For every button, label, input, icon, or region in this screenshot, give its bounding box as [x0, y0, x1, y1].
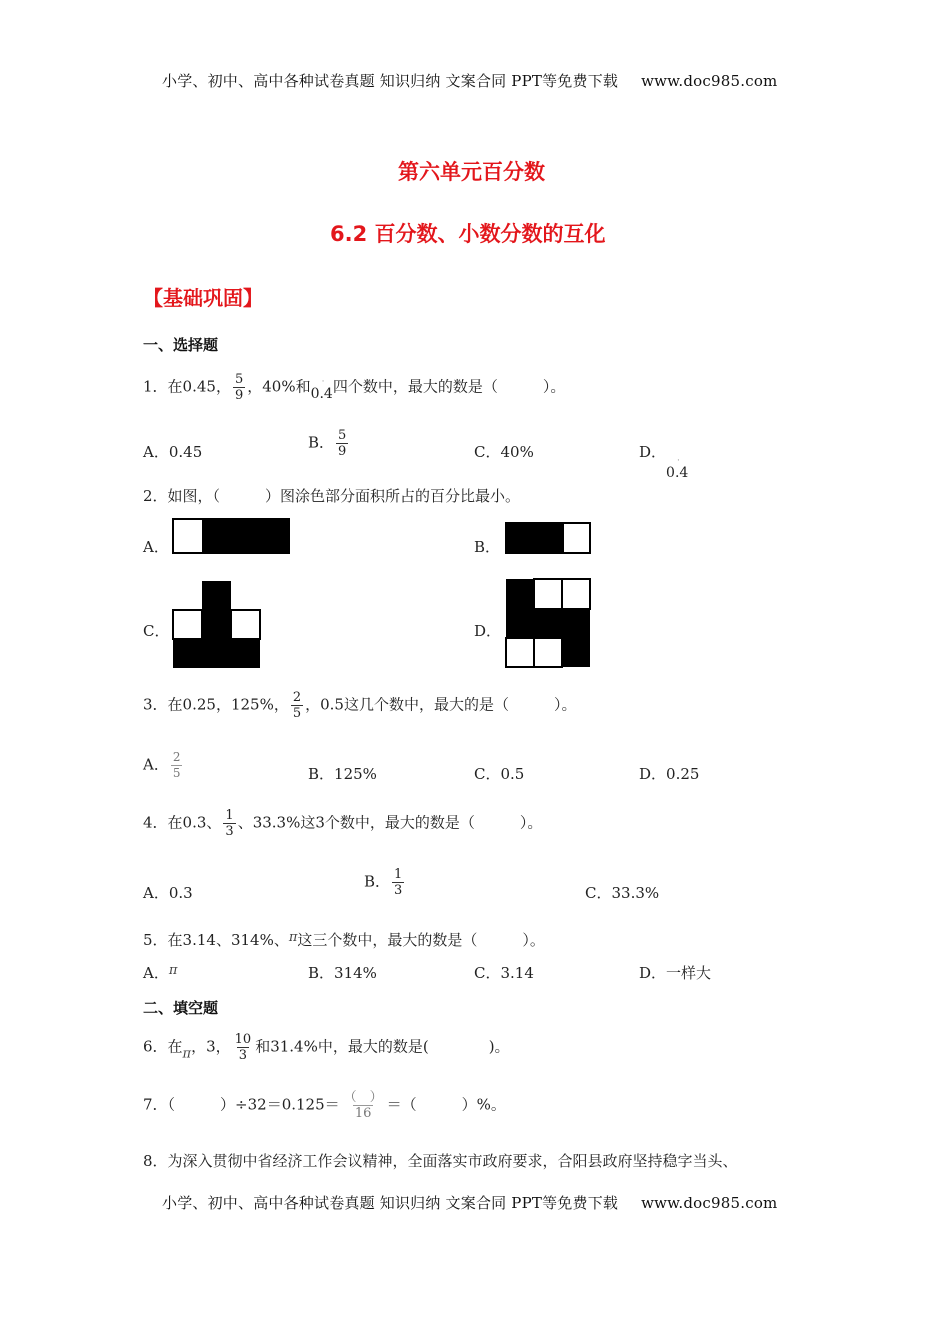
- fraction: $\frac{10}{3}$: [234, 1032, 252, 1063]
- question-6: 6．在π，3， $\frac{10}{3}$ 和31.4%中，最大的数是( )。: [143, 1032, 510, 1063]
- q3-option-b[interactable]: B．125%: [308, 765, 377, 783]
- fraction: $\frac{5}{9}$: [234, 372, 244, 403]
- q1-option-d[interactable]: D． · 0.4: [639, 443, 689, 481]
- question-7: 7．（ ）÷32＝0.125＝ $\frac{( )}{16}$ ＝（ ）%。: [143, 1090, 506, 1121]
- fraction: $\frac{( )}{16}$: [343, 1090, 383, 1121]
- question-1: 1．在0.45， $\frac{5}{9}$ ，40%和 · 0.4 四个数中，最大的数是（ ）。: [143, 372, 566, 403]
- header-text: 小学、初中、高中各种试卷真题 知识归纳 文案合同 PPT等免费下载: [162, 72, 619, 90]
- q1-option-b[interactable]: B． $\frac{5}{9}$: [308, 428, 347, 459]
- footer-text: 小学、初中、高中各种试卷真题 知识归纳 文案合同 PPT等免费下载: [162, 1194, 619, 1212]
- part1-heading: 一、选择题: [143, 336, 219, 354]
- q2-option-d-label[interactable]: D．: [474, 622, 502, 640]
- pi-symbol: π: [182, 1046, 192, 1062]
- q2-figure-d[interactable]: [505, 578, 591, 668]
- q3-option-d[interactable]: D．0.25: [639, 765, 700, 783]
- section-basic: 【基础巩固】: [143, 286, 263, 310]
- header-url: www.doc985.com: [641, 72, 778, 90]
- question-2: 2．如图，（ ）图涂色部分面积所占的百分比最小。: [143, 487, 521, 505]
- lesson-title: 6.2 百分数、小数分数的互化: [330, 222, 606, 246]
- footer-url: www.doc985.com: [641, 1194, 778, 1212]
- q2-figure-b[interactable]: [505, 522, 591, 554]
- question-5: 5．在3.14、314%、π这三个数中，最大的数是（ ）。: [143, 930, 545, 949]
- fraction: $\frac{2}{5}$: [292, 690, 302, 721]
- repeating-decimal: · 0.4: [310, 376, 333, 402]
- question-4: 4．在0.3、 $\frac{1}{3}$ 、33.3%这3个数中，最大的数是（ ）。: [143, 808, 543, 839]
- pi-symbol: π: [288, 930, 298, 945]
- page-header: [162, 70, 777, 91]
- q4-option-c[interactable]: C．33.3%: [585, 884, 660, 902]
- part2-heading: 二、填空题: [143, 999, 219, 1017]
- q2-option-b-label[interactable]: B．: [474, 538, 501, 556]
- pi-symbol: π: [168, 963, 178, 978]
- q2-option-c-label[interactable]: C．: [143, 622, 170, 640]
- fraction: $\frac{2}{5}$: [172, 750, 181, 780]
- q3-option-a[interactable]: A． $\frac{2}{5}$: [143, 750, 181, 780]
- fraction: $\frac{1}{3}$: [394, 867, 403, 898]
- q4-option-b[interactable]: B． $\frac{1}{3}$: [364, 867, 403, 898]
- q4-option-a[interactable]: A．0.3: [143, 884, 193, 902]
- q5-option-a[interactable]: A．π: [143, 963, 178, 982]
- q5-option-d[interactable]: D．一样大: [639, 964, 712, 982]
- question-3: 3．在0.25，125%， $\frac{2}{5}$ ，0.5这几个数中，最大的是（ ）。: [143, 690, 577, 721]
- q2-figure-c[interactable]: [172, 580, 262, 670]
- fraction: $\frac{1}{3}$: [225, 808, 234, 839]
- q2-option-a-label[interactable]: A．: [143, 538, 169, 556]
- q2-figure-a[interactable]: [172, 518, 290, 554]
- page-footer: [162, 1192, 777, 1213]
- question-8: 8．为深入贯彻中省经济工作会议精神，全面落实市政府要求，合阳县政府坚持稳字当头、: [143, 1152, 738, 1170]
- q3-option-c[interactable]: C．0.5: [474, 765, 525, 783]
- repeating-decimal: · 0.4: [666, 456, 689, 481]
- q1-option-a[interactable]: A．0.45: [143, 443, 203, 461]
- q5-option-c[interactable]: C．3.14: [474, 964, 534, 982]
- fraction: $\frac{5}{9}$: [338, 428, 347, 459]
- q5-option-b[interactable]: B．314%: [308, 964, 377, 982]
- q1-option-c[interactable]: C．40%: [474, 443, 534, 461]
- unit-title: 第六单元百分数: [398, 160, 545, 184]
